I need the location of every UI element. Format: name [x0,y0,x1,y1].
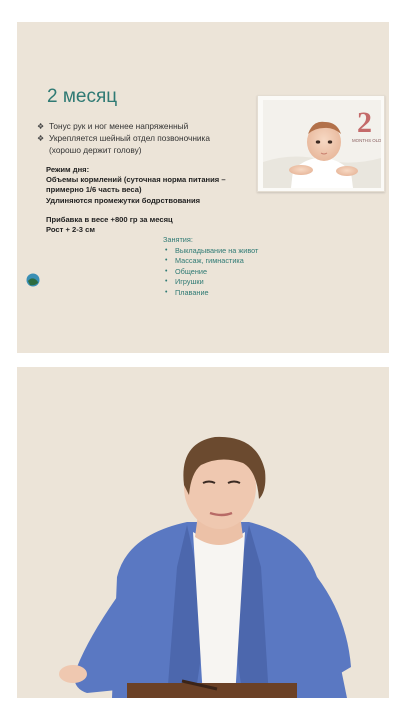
diamond-bullet-icon: ❖ [37,122,45,131]
list-item: • Общение [165,266,207,276]
video-frame [17,367,389,698]
bullet-item-continuation: (хорошо держит голову) [49,145,142,155]
presenter-illustration [17,367,389,698]
baby-photo [257,95,385,192]
activities-heading: Занятия: [163,235,193,244]
list-item: • Плавание [165,287,209,297]
bottom-bar [0,700,405,720]
svg-text:MONTHS OLD: MONTHS OLD [352,138,381,143]
bullet-list [37,121,257,157]
activities-list [163,246,313,299]
svg-text:2: 2 [357,106,372,139]
list-item: • Игрушки [165,277,204,286]
globe-logo-icon [26,273,40,287]
growth-block: Прибавка в весе +800 гр за месяц Рост + 2-3 см [46,215,173,235]
diamond-bullet-icon: ❖ [37,134,45,143]
presentation-slide [17,22,389,353]
slide-title: 2 месяц [47,86,118,107]
bullet-item: ❖ Укрепляется шейный отдел позвоночника [37,133,210,143]
list-item: • Массаж, гимнастика [165,256,244,265]
list-item: • Выкладывание на живот [165,245,259,255]
baby-illustration [263,100,381,188]
regime-block: Режим дня: Объемы кормлений (суточная норма питания – примерно 1/6 часть веса) Удлиняются промежутки бодрствования [46,165,226,205]
activities-block [163,235,313,298]
bullet-item: ❖ Тонус рук и ног менее напряженный [37,121,189,131]
